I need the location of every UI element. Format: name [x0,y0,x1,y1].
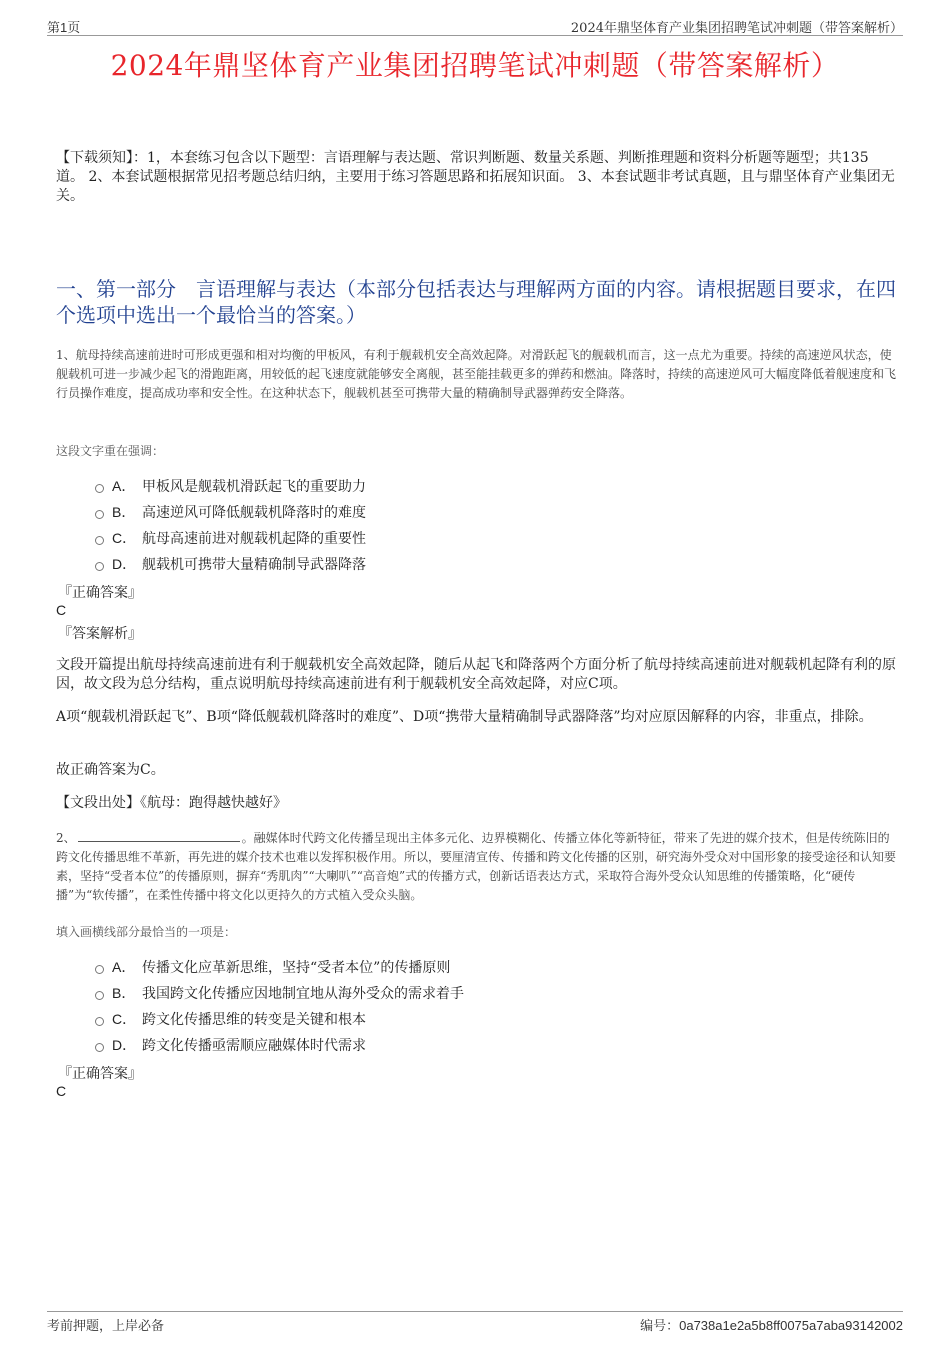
question-number: 1、 [56,348,76,362]
radio-icon[interactable] [95,991,104,1000]
question-2-option-a[interactable] [95,957,450,977]
option-text: 高速逆风可降低舰载机降落时的难度 [142,505,366,521]
page-title: 2024年鼎坚体育产业集团招聘笔试冲刺题（带答案解析） [110,49,840,82]
radio-icon[interactable] [95,1017,104,1026]
analysis-paragraph: A项“舰载机滑跃起飞”、B项“降低舰载机降落时的难度”、D项“携带大量精确制导武器降落”均对应原因解释的内容，非重点，排除。 [56,709,873,725]
option-text: 传播文化应革新思维，坚持“受者本位”的传播原则 [142,960,451,976]
question-2-answer: C [56,1083,67,1099]
question-1-analysis-label: 『答案解析』 [58,626,142,642]
question-2-option-c[interactable] [95,1009,366,1029]
radio-icon[interactable] [95,484,104,493]
option-text: 我国跨文化传播应因地制宜地从海外受众的需求着手 [142,986,464,1002]
option-letter: B． [112,985,136,1001]
question-1-option-c[interactable] [95,528,366,548]
footer-slogan: 考前押题，上岸必备 [47,1319,165,1334]
question-2-prompt: 填入画横线部分最恰当的一项是： [56,925,237,939]
footer-code [640,1315,903,1334]
option-letter: A． [112,959,136,975]
question-1-prompt: 这段文字重在强调： [56,444,165,458]
question-2-option-b[interactable] [95,983,464,1003]
option-letter: A． [112,478,136,494]
question-1-option-a[interactable] [95,476,366,496]
question-1-option-b[interactable] [95,502,366,522]
question-body: 。融媒体时代跨文化传播呈现出主体多元化、边界模糊化、传播立体化等新特征，带来了先进的媒介技术，但是传统陈旧的跨文化传播思维不革新，再先进的媒介技术也难以发挥积极作用。所以，要厘清宣传、传播和跨文化传播的区别，研究海外受众对中国形象的接受途径和认知要素，坚持“受者本位”的传播原则，摒弃“秀肌肉”“大喇叭”“高音炮”式的传播方式，创新话语表达方式，采取符合海外受众认知思维的传播策略，化“硬传播”为“软传播”，在柔性传播中将文化以更持久的方式植入受众头脑。 [56,831,897,902]
question-2-answer-label: 『正确答案』 [58,1066,142,1082]
radio-icon[interactable] [95,965,104,974]
radio-icon[interactable] [95,510,104,519]
footer-code-label: 编号： [640,1319,680,1334]
download-notice: 【下载须知】：1，本套练习包含以下题型：言语理解与表达题、常识判断题、数量关系题、判断推理题和资料分析题等题型；共135道。 2、本套试题根据常见招考题总结归纳，主要用于练习答题思路和拓展知识面。 3、本套试题非考试真题，且与鼎坚体育产业集团无关。 [56,150,895,204]
option-letter: B． [112,504,136,520]
question-1-answer-label: 『正确答案』 [58,585,142,601]
radio-icon[interactable] [95,536,104,545]
option-text: 跨文化传播思维的转变是关键和根本 [142,1012,366,1028]
option-letter: D． [112,556,137,572]
question-body: 航母持续高速前进时可形成更强和相对均衡的甲板风，有利于舰载机安全高效起降。对滑跃起飞的舰载机而言，这一点尤为重要。持续的高速逆风状态，使舰载机可进一步减少起飞的滑跑距离，用较低的起飞速度就能够安全离舰，甚至能挂载更多的弹药和燃油。降落时，持续的高速逆风可大幅度降低着舰速度和飞行员操作难度，提高成功率和安全性。在这种状态下，舰载机甚至可携带大量的精确制导武器弹药安全降落。 [56,348,897,400]
option-text: 甲板风是舰载机滑跃起飞的重要助力 [142,479,366,495]
header-divider [47,35,903,36]
question-2-option-d[interactable] [95,1035,366,1055]
question-1-answer: C [56,602,67,618]
option-letter: C． [112,530,137,546]
question-1-option-d[interactable] [95,554,366,574]
footer-code-value: 0a738a1e2a5b8ff0075a7aba93142002 [679,1318,903,1333]
header-doc-title: 2024年鼎坚体育产业集团招聘笔试冲刺题（带答案解析） [570,21,903,36]
option-text: 航母高速前进对舰载机起降的重要性 [142,531,366,547]
option-letter: D． [112,1037,137,1053]
page-number: 第1页 [47,20,81,35]
option-letter: C． [112,1011,137,1027]
source-citation: 【文段出处】《航母：跑得越快越好》 [56,795,287,811]
question-1-text [56,346,896,403]
radio-icon[interactable] [95,1043,104,1052]
footer-divider [47,1311,903,1312]
radio-icon[interactable] [95,562,104,571]
analysis-paragraph: 文段开篇提出航母持续高速前进有利于舰载机安全高效起降，随后从起飞和降落两个方面分析了航母持续高速前进对舰载机起降有利的原因，故文段为总分结构，重点说明航母持续高速前进有利于舰载机安全高效起降，对应C项。 [56,657,896,692]
option-text: 舰载机可携带大量精确制导武器降落 [142,557,366,573]
analysis-paragraph: 故正确答案为C。 [56,762,165,778]
question-2-text [56,829,896,905]
section-heading: 一、第一部分 言语理解与表达（本部分包括表达与理解两方面的内容。请根据题目要求，在四个选项中选出一个最恰当的答案。） [56,277,896,327]
question-number: 2、 [56,831,76,845]
fill-blank [78,829,240,842]
option-text: 跨文化传播亟需顺应融媒体时代需求 [142,1038,366,1054]
